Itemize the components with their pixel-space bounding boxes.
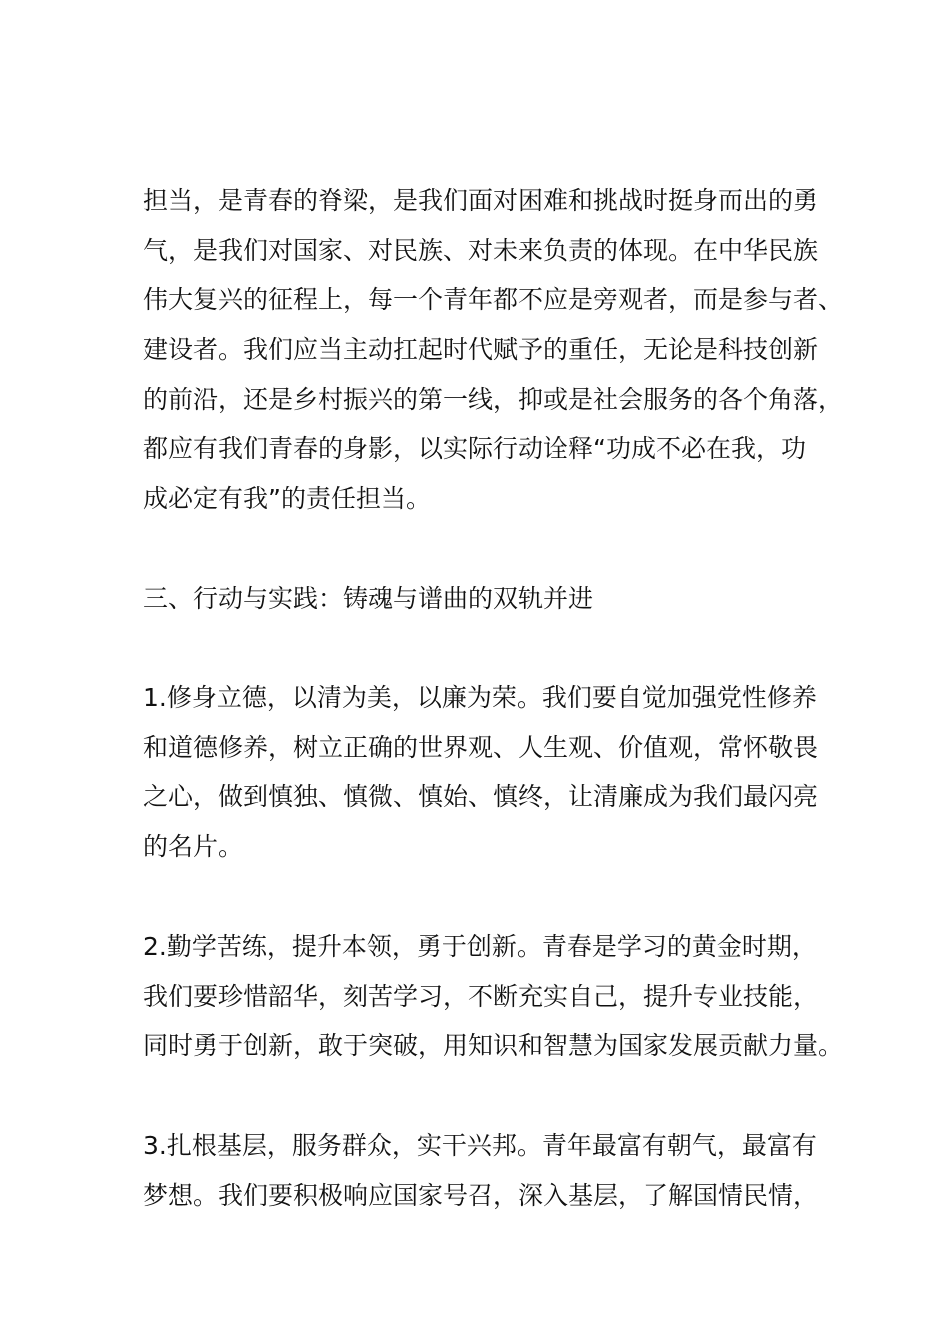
text-line: 我们要珍惜韶华，刻苦学习，不断充实自己，提升专业技能， — [143, 981, 819, 1011]
text-line: 3.扎根基层，服务群众，实干兴邦。青年最富有朝气，最富有 — [143, 1131, 817, 1160]
text-line: 2.勤学苦练，提升本领，勇于创新。青春是学习的黄金时期， — [143, 932, 817, 961]
text-line: 担当，是青春的脊梁，是我们面对困难和挑战时挺身而出的勇 — [143, 186, 819, 215]
text-line: 梦想。我们要积极响应国家号召，深入基层，了解国情民情， — [143, 1180, 819, 1210]
list-item-1 — [143, 673, 823, 872]
text-line: 成必定有我”的责任担当。 — [143, 484, 431, 514]
section-heading — [143, 574, 823, 624]
text-line: 同时勇于创新，敢于突破，用知识和智慧为国家发展贡献力量。 — [143, 1031, 844, 1061]
paragraph-responsibility — [143, 176, 844, 524]
text-line: 和道德修养，树立正确的世界观、人生观、价值观，常怀敬畏 — [143, 732, 819, 762]
text-line: 都应有我们青春的身影，以实际行动诠释“功成不必在我，功 — [143, 434, 806, 464]
text-line: 1.修身立德，以清为美，以廉为荣。我们要自觉加强党性修养 — [143, 683, 817, 712]
text-line: 的名片。 — [143, 832, 244, 862]
text-line: 伟大复兴的征程上，每一个青年都不应是旁观者，而是参与者、 — [143, 285, 844, 315]
list-item-3 — [143, 1121, 823, 1220]
text-line: 气，是我们对国家、对民族、对未来负责的体现。在中华民族 — [143, 235, 819, 265]
list-item-2 — [143, 922, 844, 1071]
text-line: 建设者。我们应当主动扛起时代赋予的重任，无论是科技创新 — [143, 335, 819, 365]
text-line: 之心，做到慎独、慎微、慎始、慎终，让清廉成为我们最闪亮 — [143, 782, 819, 812]
heading-text: 三、行动与实践：铸魂与谱曲的双轨并进 — [143, 584, 594, 613]
text-line: 的前沿，还是乡村振兴的第一线，抑或是社会服务的各个角落， — [143, 384, 844, 414]
